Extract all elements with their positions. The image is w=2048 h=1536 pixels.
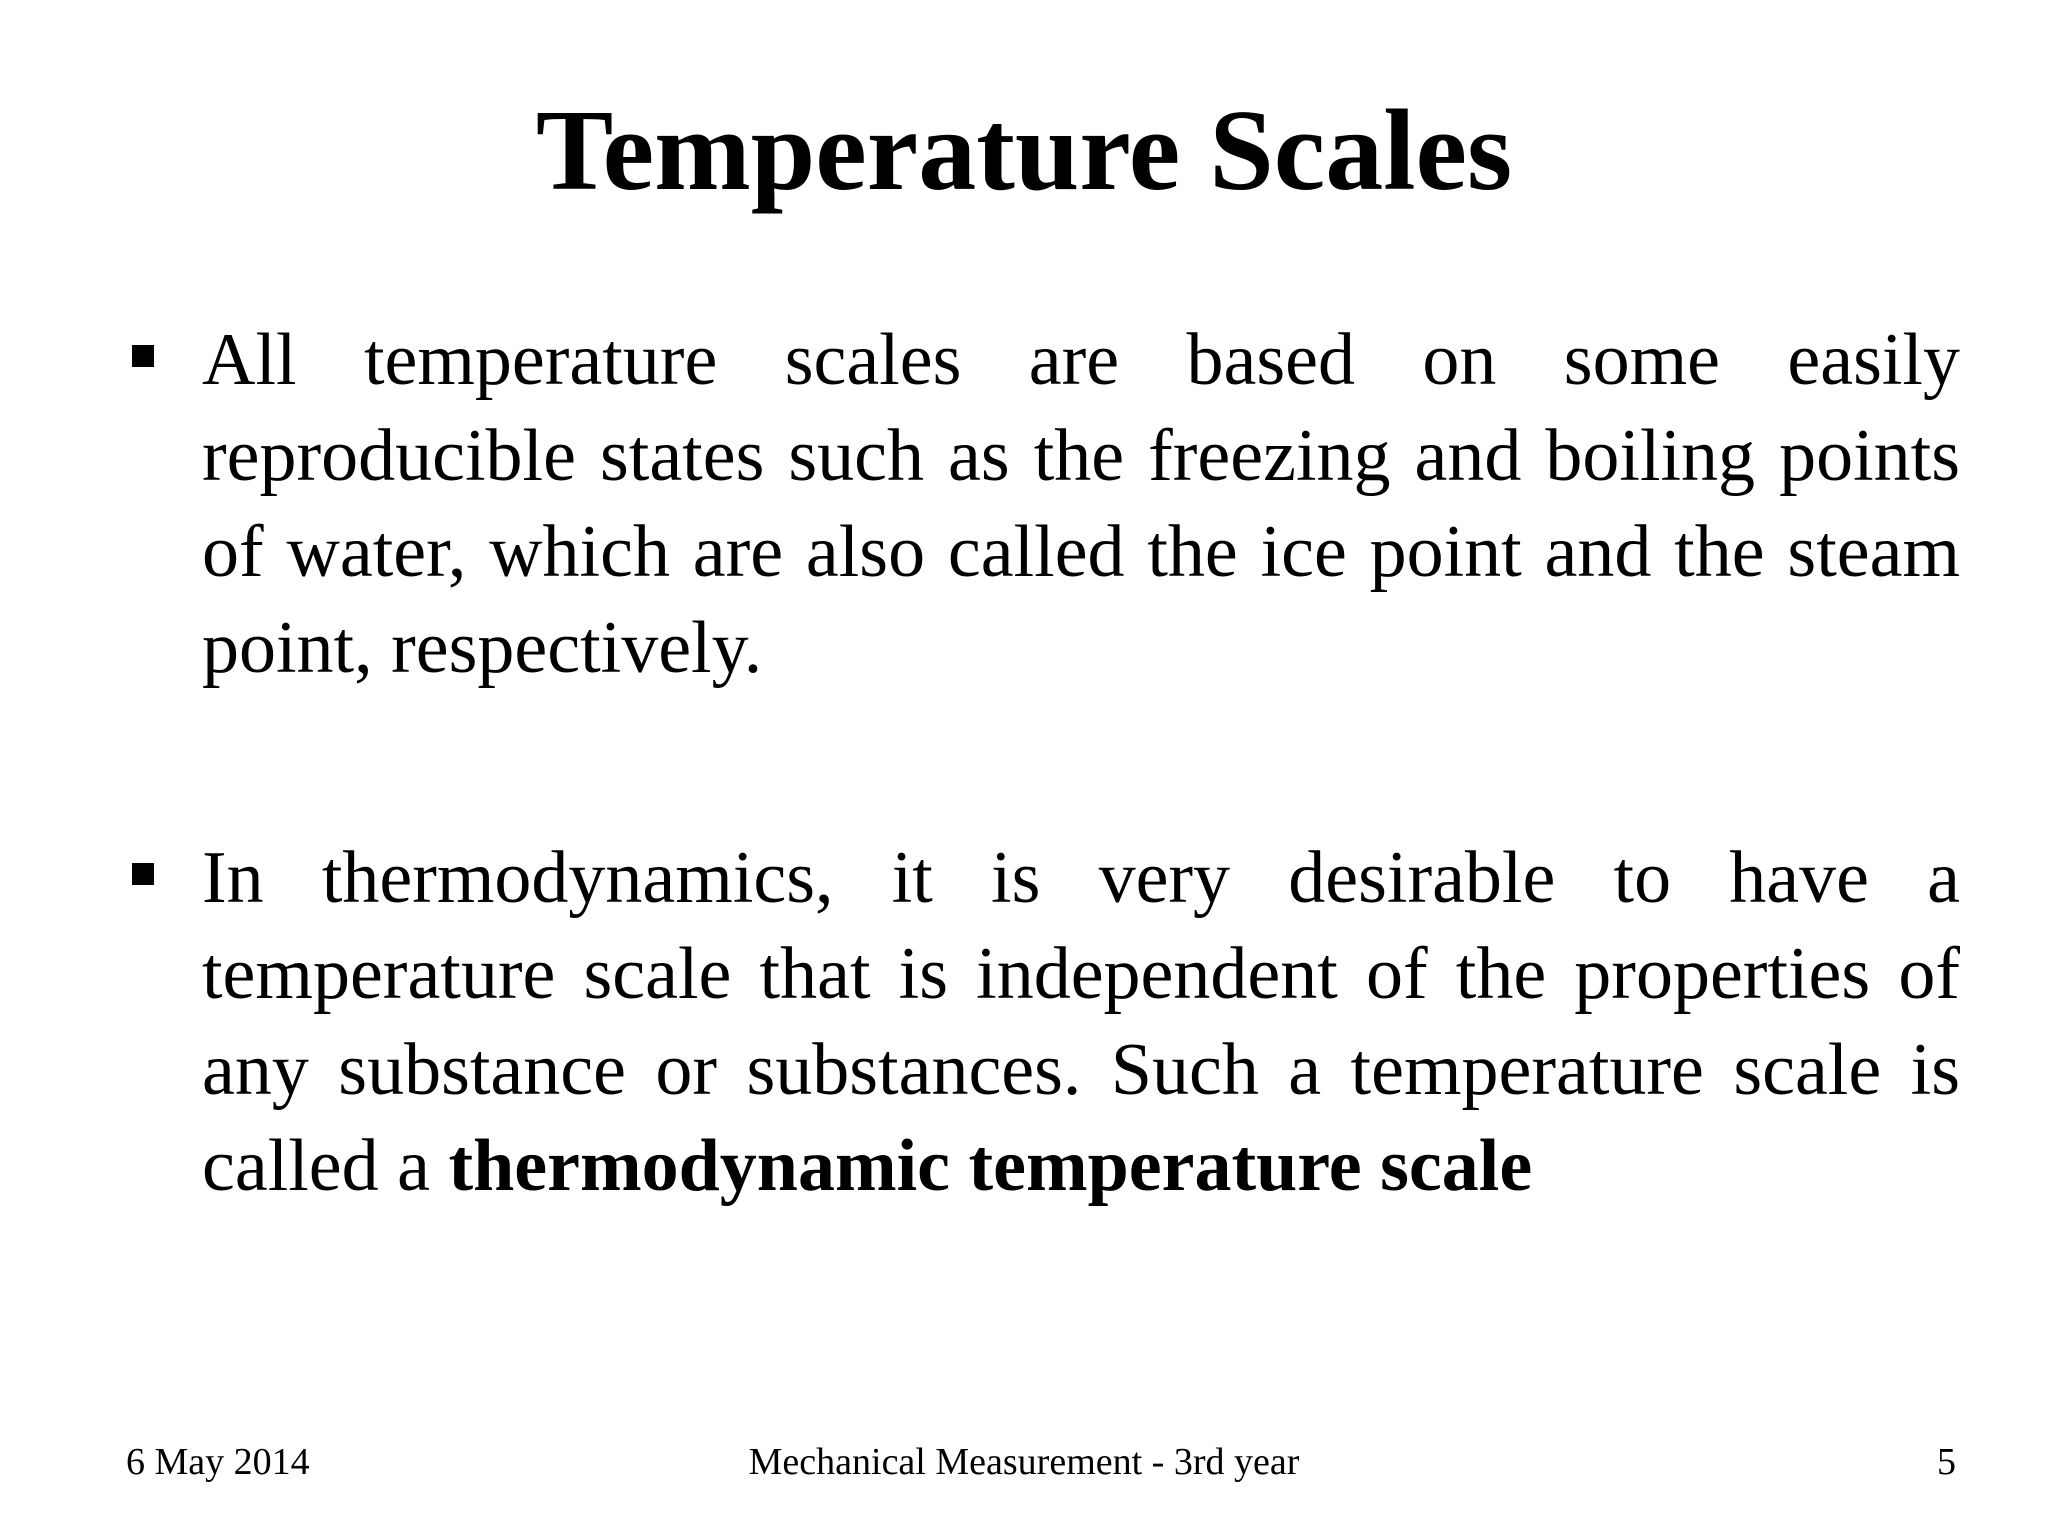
square-bullet-icon [132, 863, 154, 885]
footer-course-title: Mechanical Measurement - 3rd year [748, 1441, 1300, 1483]
bullet-item-2 [132, 830, 1960, 1214]
bold-term: thermodynamic temperature scale [448, 1125, 1533, 1207]
bullet-list [132, 312, 1960, 1214]
bullet-item-1 [132, 312, 1960, 696]
footer-page-number: 5 [1937, 1441, 1956, 1483]
square-bullet-icon [132, 345, 154, 367]
bullet-text: In thermodynamics, it is very desirable to have a temperature scale that is independent of the properties of any substance or substances. Such a temperature scale is called a [202, 837, 1960, 1207]
slide-title: Temperature Scales [535, 87, 1513, 215]
bullet-text: All temperature scales are based on some easily reproducible states such as the freezing and boiling points of water, which are also called the ice point and the steam point, respectively. [202, 319, 1960, 689]
footer-date: 6 May 2014 [126, 1441, 310, 1483]
